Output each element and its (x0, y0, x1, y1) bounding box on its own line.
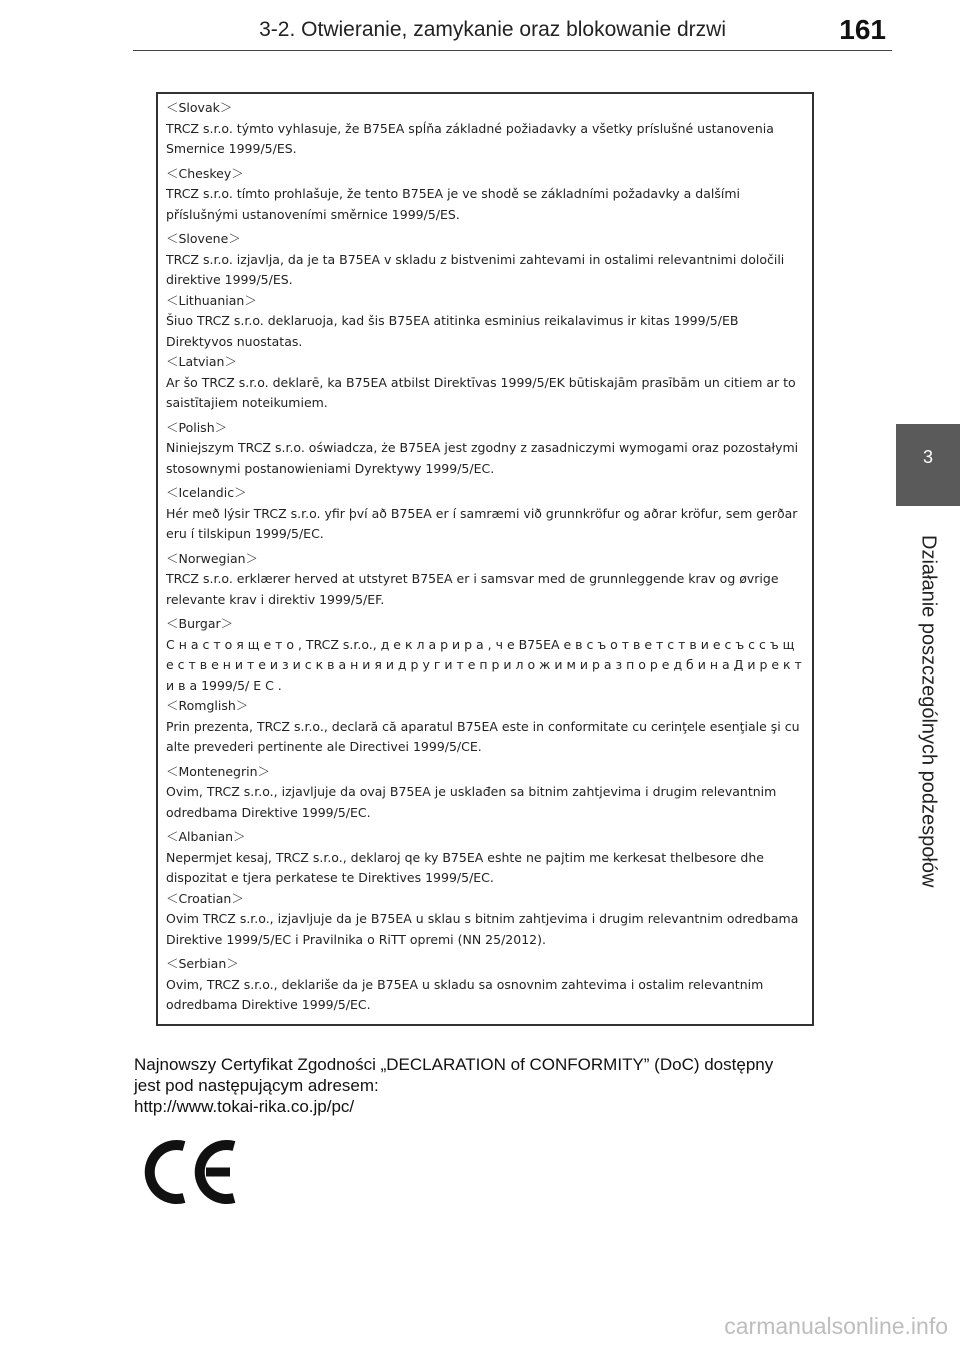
declaration-text: Ovim, TRCZ s.r.o., izjavljuje da ovaj B75EA je usklađen sa bitnim zahtjevima i drugim relevantnim odredbama Direktive 1999/5/EC. (166, 784, 777, 820)
chapter-tab-label-text: Działanie poszczególnych podzespołów (917, 534, 940, 888)
declaration-text: Prin prezenta, TRCZ s.r.o., declară că aparatul B75EA este in conformitate cu cerinţele esenţiale şi cu alte prevederi pertinente ale Directivei 1999/5/CE. (166, 718, 800, 754)
declaration-text: Ovim, TRCZ s.r.o., deklariše da je B75EA u skladu sa osnovnim zahtevima i ostalim relevantnim odredbama Direktive 1999/5/EC. (166, 976, 764, 1012)
chapter-tab-label (896, 506, 960, 916)
chapter-tab[interactable]: 3 (896, 424, 960, 506)
page-header (0, 0, 892, 52)
declaration-albanian (166, 827, 806, 889)
doc-note-line-2: jest pod następującym adresem: (134, 1076, 379, 1095)
declaration-text: Niniejszym TRCZ s.r.o. oświadcza, że B75EA jest zgodny z zasadniczymi wymogami oraz pozostałymi stosownymi postanowieniami Dyrektywy 1999/5/EC. (166, 440, 799, 476)
declaration-text: Ovim TRCZ s.r.o., izjavljuje da je B75EA u sklau s bitnim zahtjevima i drugim relevantnim odredbama Direktive 1999/5/EC i Pravilnika o RiTT opremi (NN 25/2012). (166, 911, 799, 947)
declaration-language: ＜Montenegrin＞ (166, 763, 271, 779)
declaration-burgar (166, 614, 806, 696)
declaration-text: С н а с т о я щ е т о , TRCZ s.r.o., д е к л а р и р а , ч е B75EA е в с ъ о т в е т с т в и е с ъ с с ъ щ е с т в е н и т е и з и с к в а н и я и д р у г и т е п р и л о ж и м и р а з п о р е д б и н а Д и р е к т и в а 1999/5/ Е С . (166, 636, 802, 693)
declaration-polish (166, 418, 806, 480)
declaration-lithuanian (166, 291, 806, 353)
declaration-language: ＜Cheskey＞ (166, 165, 244, 181)
declaration-slovak (166, 98, 806, 160)
declaration-language: ＜Burgar＞ (166, 616, 234, 631)
declaration-montenegrin (166, 762, 806, 824)
page-number: 161 (839, 14, 886, 45)
watermark: carmanualsonline.info (724, 1313, 948, 1339)
declaration-text: Ar šo TRCZ s.r.o. deklarē, ka B75EA atbilst Direktīvas 1999/5/EK būtiskajām prasībām un citiem ar to saistītajiem noteikumiem. (166, 374, 796, 410)
declaration-text: TRCZ s.r.o. tímto prohlašuje, že tento B75EA je ve shodě se základními požadavky a dalšími příslušnými ustanoveními směrnice 1999/5/ES. (166, 186, 740, 222)
declaration-serbian (166, 954, 806, 1016)
declaration-language: ＜Romglish＞ (166, 698, 249, 713)
declaration-text: TRCZ s.r.o. izjavlja, da je ta B75EA v skladu z bistvenimi zahtevami in ostalimi relevantnimi določili direktive 1999/5/ES. (166, 251, 785, 287)
declaration-language: ＜Lithuanian＞ (166, 292, 257, 308)
declaration-language: ＜Serbian＞ (166, 956, 239, 971)
declaration-language: ＜Icelandic＞ (166, 485, 247, 500)
declaration-romglish (166, 696, 806, 758)
declaration-slovene (166, 229, 806, 291)
doc-note-line-1: Najnowszy Certyfikat Zgodności „DECLARATION of CONFORMITY” (DoC) dostępny (134, 1055, 774, 1074)
declaration-icelandic (166, 483, 806, 545)
declaration-norwegian (166, 549, 806, 611)
declaration-text: TRCZ s.r.o. týmto vyhlasuje, že B75EA spĺňa základné požiadavky a všetky príslušné ustanovenia Smernice 1999/5/ES. (166, 120, 774, 156)
declaration-language: ＜Croatian＞ (166, 890, 244, 906)
declaration-language: ＜Polish＞ (166, 419, 228, 435)
chapter-title: 3-2. Otwieranie, zamykanie oraz blokowanie drzwi (259, 18, 726, 41)
declaration-language: ＜Latvian＞ (166, 354, 237, 369)
declaration-cheskey (166, 164, 806, 226)
ce-mark-c (150, 1145, 184, 1199)
declaration-croatian (166, 889, 806, 951)
declaration-text: TRCZ s.r.o. erklærer herved at utstyret B75EA er i samsvar med de grunnleggende krav og øvrige relevante krav i direktiv 1999/5/EF. (166, 571, 779, 607)
doc-url[interactable]: http://www.tokai-rika.co.jp/pc/ (134, 1097, 355, 1116)
declaration-language: ＜Slovak＞ (166, 100, 233, 115)
declaration-text: Nepermjet kesaj, TRCZ s.r.o., deklaroj qe ky B75EA eshte ne pajtim me kerkesat thelbesore dhe dispozitat e tjera perkatese te Direktives 1999/5/EC. (166, 849, 764, 885)
declaration-language: ＜Norwegian＞ (166, 550, 259, 566)
declaration-box (156, 92, 814, 1026)
declaration-language: ＜Albanian＞ (166, 829, 246, 844)
declaration-text: Šiuo TRCZ s.r.o. deklaruoja, kad šis B75EA atitinka esminius reikalavimus ir kitas 1999/5/EB Direktyvos nuostatas. (166, 313, 739, 349)
declaration-language: ＜Slovene＞ (166, 231, 241, 246)
declaration-text: Hér með lýsir TRCZ s.r.o. yfir því að B75EA er í samræmi við grunnkröfur og aðrar kröfur, sem gerðar eru í tilskipun 1999/5/EC. (166, 505, 798, 541)
doc-availability-note (134, 1054, 834, 1117)
declaration-latvian (166, 352, 806, 414)
header-rule (133, 50, 892, 51)
ce-mark-icon (140, 1136, 240, 1208)
